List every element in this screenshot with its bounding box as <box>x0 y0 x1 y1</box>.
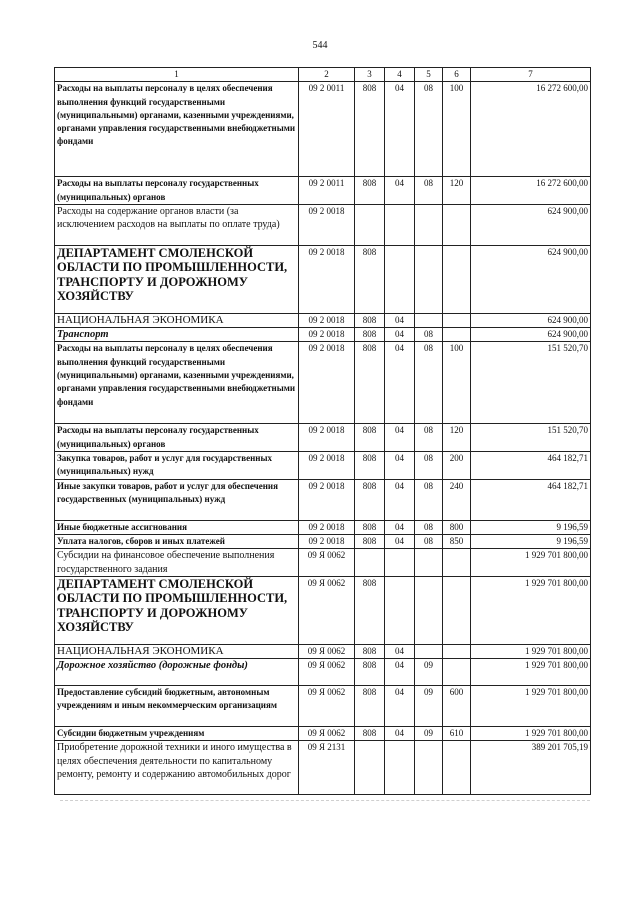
row-ved-cell: 808 <box>355 644 385 658</box>
row-pr-cell: 09 <box>415 727 443 741</box>
row-rz-cell <box>385 245 415 313</box>
row-sum-cell: 624 900,00 <box>471 204 591 245</box>
row-rz-cell: 04 <box>385 727 415 741</box>
row-vr-cell: 200 <box>443 452 471 480</box>
row-code-cell: 09 2 0018 <box>299 328 355 342</box>
row-ved-cell: 808 <box>355 424 385 452</box>
row-code-cell: 09 Я 0062 <box>299 727 355 741</box>
row-rz-cell: 04 <box>385 452 415 480</box>
row-ved-cell: 808 <box>355 342 385 424</box>
table-row <box>55 520 591 534</box>
row-pr-cell: 09 <box>415 659 443 686</box>
table-row <box>55 727 591 741</box>
row-rz-cell <box>385 576 415 644</box>
row-pr-cell <box>415 741 443 795</box>
row-ved-cell: 808 <box>355 479 385 520</box>
row-rz-cell: 04 <box>385 313 415 327</box>
table-row <box>55 204 591 245</box>
row-vr-cell: 100 <box>443 342 471 424</box>
header-cell: 2 <box>299 68 355 82</box>
row-ved-cell: 808 <box>355 328 385 342</box>
row-vr-cell <box>443 328 471 342</box>
row-rz-cell: 04 <box>385 328 415 342</box>
table-row <box>55 328 591 342</box>
row-rz-cell: 04 <box>385 177 415 205</box>
row-sum-cell: 1 929 701 800,00 <box>471 727 591 741</box>
row-ved-cell <box>355 549 385 577</box>
row-name-cell: Расходы на выплаты персоналу в целях обеспечения выполнения функций государственными (муниципальными) органами, казенными учреждениями, органами управления государственными внебюджетными фондами <box>55 342 299 424</box>
row-code-cell: 09 2 0018 <box>299 313 355 327</box>
header-cell: 6 <box>443 68 471 82</box>
row-sum-cell: 464 182,71 <box>471 479 591 520</box>
row-sum-cell: 151 520,70 <box>471 342 591 424</box>
row-sum-cell: 9 196,59 <box>471 534 591 548</box>
row-rz-cell: 04 <box>385 82 415 177</box>
row-ved-cell <box>355 204 385 245</box>
row-code-cell: 09 Я 0062 <box>299 659 355 686</box>
row-code-cell: 09 2 0018 <box>299 452 355 480</box>
row-vr-cell <box>443 576 471 644</box>
table-row <box>55 245 591 313</box>
row-sum-cell: 16 272 600,00 <box>471 177 591 205</box>
row-pr-cell: 08 <box>415 82 443 177</box>
row-name-cell: ДЕПАРТАМЕНТ СМОЛЕНСКОЙ ОБЛАСТИ ПО ПРОМЫШЛЕННОСТИ, ТРАНСПОРТУ И ДОРОЖНОМУ ХОЗЯЙСТВУ <box>55 576 299 644</box>
row-ved-cell: 808 <box>355 576 385 644</box>
table-row <box>55 82 591 177</box>
table-header-row <box>55 68 591 82</box>
row-pr-cell: 08 <box>415 328 443 342</box>
row-code-cell: 09 Я 0062 <box>299 686 355 727</box>
row-vr-cell <box>443 204 471 245</box>
row-vr-cell <box>443 741 471 795</box>
row-rz-cell <box>385 741 415 795</box>
budget-table <box>54 67 591 795</box>
row-ved-cell: 808 <box>355 727 385 741</box>
row-pr-cell: 08 <box>415 534 443 548</box>
row-pr-cell <box>415 644 443 658</box>
row-name-cell: Субсидии бюджетным учреждениям <box>55 727 299 741</box>
row-name-cell: Расходы на содержание органов власти (за исключением расходов на выплаты по оплате труда) <box>55 204 299 245</box>
row-vr-cell: 120 <box>443 177 471 205</box>
row-code-cell: 09 2 0011 <box>299 177 355 205</box>
row-vr-cell: 600 <box>443 686 471 727</box>
row-code-cell: 09 2 0018 <box>299 342 355 424</box>
row-pr-cell: 08 <box>415 479 443 520</box>
scan-artifact-line <box>60 800 590 801</box>
row-rz-cell: 04 <box>385 342 415 424</box>
row-pr-cell <box>415 549 443 577</box>
row-vr-cell <box>443 549 471 577</box>
row-rz-cell: 04 <box>385 644 415 658</box>
row-rz-cell: 04 <box>385 534 415 548</box>
row-sum-cell: 624 900,00 <box>471 245 591 313</box>
table-row <box>55 342 591 424</box>
table-row <box>55 741 591 795</box>
row-ved-cell: 808 <box>355 534 385 548</box>
row-vr-cell: 240 <box>443 479 471 520</box>
row-pr-cell: 08 <box>415 424 443 452</box>
page-number: 544 <box>312 40 328 51</box>
header-cell: 7 <box>471 68 591 82</box>
row-rz-cell: 04 <box>385 479 415 520</box>
row-sum-cell: 389 201 705,19 <box>471 741 591 795</box>
table-row <box>55 479 591 520</box>
row-vr-cell: 850 <box>443 534 471 548</box>
row-code-cell: 09 2 0011 <box>299 82 355 177</box>
row-pr-cell <box>415 204 443 245</box>
header-cell: 1 <box>55 68 299 82</box>
row-sum-cell: 1 929 701 800,00 <box>471 644 591 658</box>
row-name-cell: Дорожное хозяйство (дорожные фонды) <box>55 659 299 686</box>
header-cell: 5 <box>415 68 443 82</box>
table-row <box>55 686 591 727</box>
row-vr-cell <box>443 659 471 686</box>
row-sum-cell: 151 520,70 <box>471 424 591 452</box>
row-code-cell: 09 2 0018 <box>299 520 355 534</box>
row-pr-cell <box>415 245 443 313</box>
row-ved-cell: 808 <box>355 520 385 534</box>
row-ved-cell: 808 <box>355 82 385 177</box>
row-name-cell: Транспорт <box>55 328 299 342</box>
row-ved-cell: 808 <box>355 245 385 313</box>
row-ved-cell: 808 <box>355 313 385 327</box>
table-row <box>55 534 591 548</box>
row-name-cell: Приобретение дорожной техники и иного имущества в целях обеспечения деятельности по капитальному ремонту, ремонту и содержанию автомобильных дорог <box>55 741 299 795</box>
row-code-cell: 09 2 0018 <box>299 245 355 313</box>
budget-table-body <box>55 68 591 795</box>
row-rz-cell: 04 <box>385 659 415 686</box>
row-name-cell: НАЦИОНАЛЬНАЯ ЭКОНОМИКА <box>55 644 299 658</box>
row-name-cell: Субсидии на финансовое обеспечение выполнения государственного задания <box>55 549 299 577</box>
row-name-cell: НАЦИОНАЛЬНАЯ ЭКОНОМИКА <box>55 313 299 327</box>
row-name-cell: ДЕПАРТАМЕНТ СМОЛЕНСКОЙ ОБЛАСТИ ПО ПРОМЫШЛЕННОСТИ, ТРАНСПОРТУ И ДОРОЖНОМУ ХОЗЯЙСТВУ <box>55 245 299 313</box>
row-ved-cell: 808 <box>355 177 385 205</box>
row-name-cell: Закупка товаров, работ и услуг для государственных (муниципальных) нужд <box>55 452 299 480</box>
row-name-cell: Расходы на выплаты персоналу в целях обеспечения выполнения функций государственными (муниципальными) органами, казенными учреждениями, органами управления государственными внебюджетными фондами <box>55 82 299 177</box>
row-vr-cell: 800 <box>443 520 471 534</box>
row-code-cell: 09 Я 0062 <box>299 576 355 644</box>
row-name-cell: Расходы на выплаты персоналу государственных (муниципальных) органов <box>55 177 299 205</box>
row-code-cell: 09 2 0018 <box>299 479 355 520</box>
row-name-cell: Предоставление субсидий бюджетным, автономным учреждениям и иным некоммерческим организациям <box>55 686 299 727</box>
row-pr-cell <box>415 576 443 644</box>
row-ved-cell <box>355 741 385 795</box>
row-sum-cell: 464 182,71 <box>471 452 591 480</box>
row-rz-cell: 04 <box>385 424 415 452</box>
header-cell: 3 <box>355 68 385 82</box>
row-vr-cell: 120 <box>443 424 471 452</box>
row-code-cell: 09 Я 2131 <box>299 741 355 795</box>
row-ved-cell: 808 <box>355 686 385 727</box>
row-code-cell: 09 2 0018 <box>299 534 355 548</box>
row-code-cell: 09 2 0018 <box>299 424 355 452</box>
table-row <box>55 424 591 452</box>
row-pr-cell: 08 <box>415 520 443 534</box>
row-pr-cell: 08 <box>415 177 443 205</box>
row-name-cell: Иные закупки товаров, работ и услуг для обеспечения государственных (муниципальных) нужд <box>55 479 299 520</box>
row-sum-cell: 1 929 701 800,00 <box>471 686 591 727</box>
row-pr-cell: 08 <box>415 452 443 480</box>
row-ved-cell: 808 <box>355 452 385 480</box>
row-sum-cell: 9 196,59 <box>471 520 591 534</box>
row-rz-cell <box>385 549 415 577</box>
row-name-cell: Уплата налогов, сборов и иных платежей <box>55 534 299 548</box>
header-cell: 4 <box>385 68 415 82</box>
row-rz-cell: 04 <box>385 686 415 727</box>
row-rz-cell: 04 <box>385 520 415 534</box>
row-name-cell: Расходы на выплаты персоналу государственных (муниципальных) органов <box>55 424 299 452</box>
row-code-cell: 09 Я 0062 <box>299 549 355 577</box>
row-ved-cell: 808 <box>355 659 385 686</box>
row-vr-cell <box>443 644 471 658</box>
row-sum-cell: 16 272 600,00 <box>471 82 591 177</box>
row-rz-cell <box>385 204 415 245</box>
table-row <box>55 177 591 205</box>
row-vr-cell: 100 <box>443 82 471 177</box>
row-sum-cell: 1 929 701 800,00 <box>471 549 591 577</box>
row-code-cell: 09 Я 0062 <box>299 644 355 658</box>
row-pr-cell: 08 <box>415 342 443 424</box>
row-code-cell: 09 2 0018 <box>299 204 355 245</box>
row-pr-cell <box>415 313 443 327</box>
row-sum-cell: 1 929 701 800,00 <box>471 576 591 644</box>
table-row <box>55 576 591 644</box>
row-vr-cell <box>443 245 471 313</box>
row-vr-cell <box>443 313 471 327</box>
table-row <box>55 644 591 658</box>
row-sum-cell: 624 900,00 <box>471 313 591 327</box>
table-row <box>55 313 591 327</box>
row-name-cell: Иные бюджетные ассигнования <box>55 520 299 534</box>
row-pr-cell: 09 <box>415 686 443 727</box>
row-vr-cell: 610 <box>443 727 471 741</box>
row-sum-cell: 624 900,00 <box>471 328 591 342</box>
row-sum-cell: 1 929 701 800,00 <box>471 659 591 686</box>
table-row <box>55 452 591 480</box>
table-row <box>55 659 591 686</box>
table-row <box>55 549 591 577</box>
